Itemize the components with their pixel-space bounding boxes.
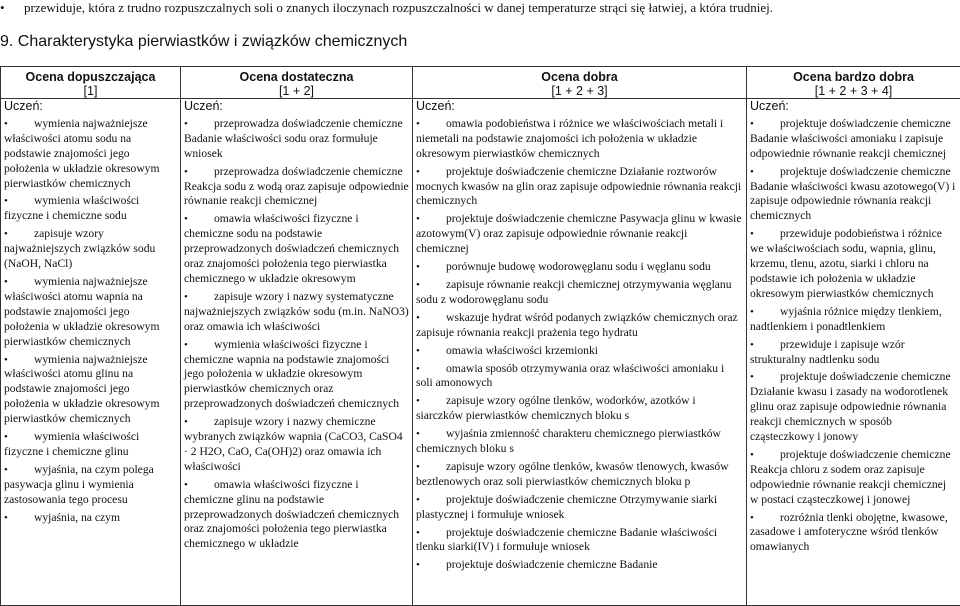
requirements-list [416, 117, 743, 573]
requirement-item [750, 227, 957, 302]
requirements-list [4, 117, 177, 526]
bullet-icon: • [750, 371, 754, 384]
requirement-item [4, 463, 177, 508]
requirement-text: zapisuje wzory najważniejszych związków sodu (NaOH, NaCl) [4, 227, 156, 271]
requirement-text: zapisuje równanie reakcji chemicznej otrzymywania węglanu sodu z wodorowęglanu sodu [416, 277, 732, 306]
requirement-item [184, 165, 409, 210]
bullet-icon: • [184, 416, 188, 429]
requirement-text: projektuje doświadczenie chemiczne Badanie właściwości amoniaku i zapisuje odpowiednie równanie reakcji chemicznej [750, 116, 951, 160]
bullet-icon: • [416, 559, 420, 572]
requirement-text: projektuje doświadczenie chemiczne Reakcja chloru z sodem oraz zapisuje odpowiednie równanie reakcji chemicznej w postaci cząsteczkowej i jonowej [750, 447, 951, 506]
requirement-text: projektuje doświadczenie chemiczne Badanie właściwości kwasu azotowego(V) i zapisuje odpowiednie równania reakcji chemicznych [750, 164, 956, 223]
bullet-icon: • [416, 311, 420, 324]
uczen-label: Uczeń: [184, 99, 223, 113]
bullet-icon: • [4, 117, 8, 130]
bullet-icon: • [184, 165, 188, 178]
requirement-text: wyjaśnia, na czym [34, 510, 120, 524]
requirement-item [416, 526, 743, 556]
bullet-icon: • [750, 511, 754, 524]
header-grade-4 [747, 67, 960, 99]
column-grade-1 [1, 99, 181, 606]
bullet-icon: • [416, 261, 420, 274]
header-name: Ocena dopuszczająca [25, 70, 156, 84]
requirement-text: porównuje budowę wodorowęglanu sodu i węglanu sodu [446, 260, 711, 274]
uczen-label: Uczeń: [750, 99, 789, 113]
requirement-text: wymienia najważniejsze właściwości atomu sodu na podstawie znajomości jego położenia w układzie okresowym pierwiastków chemicznych [4, 116, 160, 190]
bullet-icon: • [416, 395, 420, 408]
bullet-icon: • [184, 478, 188, 491]
requirement-item [416, 493, 743, 523]
requirement-item [750, 338, 957, 368]
requirement-text: rozróżnia tlenki obojętne, kwasowe, zasadowe i amfoteryczne wśród tlenków omawianych [750, 510, 948, 554]
requirement-item [4, 511, 177, 526]
requirements-table [0, 66, 960, 606]
requirement-text: wymienia właściwości fizyczne i chemiczne glinu [4, 430, 140, 458]
requirement-item [184, 117, 409, 162]
requirement-text: wyjaśnia, na czym polega pasywacja glinu i wymienia zastosowania tego procesu [4, 462, 154, 506]
requirement-item [184, 478, 409, 553]
header-score: [1] [83, 84, 98, 98]
requirement-item [416, 311, 743, 341]
requirement-text: omawia sposób otrzymywania oraz właściwości amoniaku i soli amonowych [416, 361, 725, 390]
header-name: Ocena dostateczna [239, 70, 354, 84]
requirement-text: przewiduje podobieństwa i różnice we właściwościach sodu, wapnia, glinu, krzemu, tlenu, azotu, siarki i chloru na podstawie ich położenia w układzie okresowym pierwiastków chemicznych [750, 227, 942, 300]
bullet-icon: • [4, 511, 8, 524]
bullet-icon: • [4, 431, 8, 444]
requirement-item [750, 117, 957, 162]
requirement-text: projektuje doświadczenie chemiczne Działanie kwasu i zasady na wodorotlenek glinu oraz zapisuje odpowiednie równania reakcji chemicznych w sposób cząsteczkowy i jonowy [750, 370, 951, 444]
requirement-item [416, 558, 743, 573]
requirement-item [750, 370, 957, 445]
requirement-item [750, 165, 957, 225]
requirement-item [184, 415, 409, 475]
column-grade-2 [181, 99, 413, 606]
requirement-text: omawia właściwości fizyczne i chemiczne glinu na podstawie przeprowadzonych doświadczeń chemicznych oraz znajomości położenia tego pierwiastka chemicznego w układzie [184, 477, 400, 551]
requirement-item [750, 448, 957, 508]
bullet-icon: • [184, 213, 188, 226]
requirement-text: wyjaśnia różnice między tlenkiem, nadtlenkiem i ponadtlenkiem [750, 304, 942, 333]
header-grade-2 [181, 67, 413, 99]
requirement-item [184, 290, 409, 335]
bullet-icon: • [750, 448, 754, 461]
requirement-text: zapisuje wzory i nazwy systematyczne najważniejszych związków sodu (m.in. NaNO3) oraz omawia ich właściwości [184, 289, 409, 333]
requirement-item [4, 194, 177, 224]
bullet-icon: • [184, 117, 188, 130]
header-score: [1 + 2 + 3] [551, 84, 608, 98]
requirement-item [416, 212, 743, 257]
content-row [1, 99, 960, 606]
requirement-item [416, 460, 743, 490]
requirement-text: wyjaśnia zmienność charakteru chemicznego pierwiastków chemicznych bloku s [416, 427, 721, 456]
requirement-item [416, 165, 743, 210]
requirement-item [750, 305, 957, 335]
bullet-icon: • [416, 428, 420, 441]
requirement-text: zapisuje wzory i nazwy chemiczne wybranych związków wapnia (CaCO3, CaSO4 · 2 H2O, CaO, Ca(OH)2) oraz omawia ich właściwości [184, 415, 403, 473]
bullet-icon: • [416, 493, 420, 506]
bullet-icon: • [750, 338, 754, 351]
bullet-icon: • [416, 460, 420, 473]
bullet-icon: • [416, 278, 420, 291]
requirement-item [4, 275, 177, 350]
requirement-text: przeprowadza doświadczenie chemiczne Badanie właściwości sodu oraz formułuje wniosek [184, 116, 403, 160]
bullet-icon: • [4, 353, 8, 366]
requirement-text: wymienia właściwości fizyczne i chemiczne wapnia na podstawie znajomości jego położenia w układzie okresowym pierwiastków chemicznych oraz przeprowadzonych doświadczeń chemicznych [184, 337, 400, 411]
bullet-icon: • [4, 195, 8, 208]
bullet-icon: • [750, 228, 754, 241]
requirement-item [184, 338, 409, 413]
bullet-icon: • [416, 526, 420, 539]
header-row [1, 67, 960, 99]
requirements-list [184, 117, 409, 552]
section-title: 9. Charakterystyka pierwiastków i związków chemicznych [0, 33, 408, 50]
header-score: [1 + 2 + 3 + 4] [814, 84, 893, 98]
header-name: Ocena bardzo dobra [793, 70, 914, 84]
bullet-icon: • [4, 463, 8, 476]
previous-item-text: przewiduje, która z trudno rozpuszczalnych soli o znanych iloczynach rozpuszczalności w danej temperaturze strąci się łatwiej, a która trudniej. [24, 0, 773, 15]
requirement-text: projektuje doświadczenie chemiczne Badanie [446, 558, 658, 572]
bullet-icon: • [416, 165, 420, 178]
uczen-label: Uczeń: [4, 99, 43, 113]
bullet-icon: • [416, 344, 420, 357]
bullet-icon: • [416, 362, 420, 375]
requirement-text: przeprowadza doświadczenie chemiczne Reakcja sodu z wodą oraz zapisuje odpowiednie równanie reakcji chemicznej [184, 164, 409, 208]
requirement-item [4, 117, 177, 192]
bullet-icon: • [750, 165, 754, 178]
header-score: [1 + 2] [278, 84, 315, 98]
requirement-item [416, 260, 743, 275]
requirement-text: projektuje doświadczenie chemiczne Otrzymywanie siarki plastycznej i formułuje wniosek [416, 492, 718, 521]
requirement-text: wymienia najważniejsze właściwości atomu glinu na podstawie znajomości jego położenia w układzie okresowym pierwiastków chemicznych [4, 352, 160, 426]
bullet-icon: • [750, 117, 754, 130]
requirement-item [416, 427, 743, 457]
bullet-icon: • [4, 228, 8, 241]
column-grade-4 [747, 99, 960, 606]
requirement-item [416, 278, 743, 308]
requirement-text: wskazuje hydrat wśród podanych związków chemicznych oraz zapisuje równania reakcji prażenia tego hydratu [416, 310, 738, 339]
requirement-item [4, 430, 177, 460]
bullet-icon: • [416, 213, 420, 226]
column-grade-3 [413, 99, 747, 606]
requirement-text: omawia właściwości krzemionki [446, 343, 598, 357]
bullet-icon: • [750, 305, 754, 318]
requirement-text: wymienia właściwości fizyczne i chemiczne sodu [4, 194, 140, 223]
requirement-text: omawia podobieństwa i różnice we właściwościach metali i niemetali na podstawie znajomości ich położenia w układzie okresowym pierwiastków chemicznych [416, 116, 724, 160]
requirement-item [416, 394, 743, 424]
requirement-item [184, 212, 409, 287]
bullet-icon: • [184, 338, 188, 351]
header-grade-3 [413, 67, 747, 99]
requirements-list [750, 117, 957, 555]
header-name: Ocena dobra [541, 70, 618, 84]
requirement-text: zapisuje wzory ogólne tlenków, wodorków, azotków i siarczków pierwiastków chemicznych bloku s [416, 394, 696, 423]
bullet-icon: • [184, 290, 188, 303]
requirement-text: zapisuje wzory ogólne tlenków, kwasów tlenowych, kwasów beztlenowych oraz soli pierwiastków chemicznych bloku p [416, 459, 729, 488]
requirement-item [416, 362, 743, 392]
requirement-item [416, 344, 743, 359]
requirement-item [750, 511, 957, 556]
requirement-item [4, 227, 177, 272]
requirement-item [4, 353, 177, 428]
header-grade-1 [1, 67, 181, 99]
bullet-icon: • [416, 117, 420, 130]
bullet-icon: • [4, 275, 8, 288]
requirement-text: wymienia najważniejsze właściwości atomu wapnia na podstawie znajomości jego położenia w układzie okresowym pierwiastków chemicznych [4, 274, 160, 348]
bullet-icon: • [0, 0, 5, 15]
requirement-text: projektuje doświadczenie chemiczne Badanie właściwości tlenku siarki(IV) i formułuje wniosek [416, 525, 718, 554]
requirement-text: przewiduje i zapisuje wzór strukturalny nadtlenku sodu [750, 337, 905, 366]
requirement-text: omawia właściwości fizyczne i chemiczne sodu na podstawie przeprowadzonych doświadczeń chemicznych oraz znajomości położenia tego pierwiastka chemicznego w układzie okresowym [184, 212, 400, 285]
requirement-text: projektuje doświadczenie chemiczne Działanie roztworów mocnych kwasów na glin oraz zapisuje odpowiednie równania reakcji chemicznych [416, 164, 742, 208]
uczen-label: Uczeń: [416, 99, 455, 113]
requirement-item [416, 117, 743, 162]
requirement-text: projektuje doświadczenie chemiczne Pasywacja glinu w kwasie azotowym(V) oraz zapisuje odpowiednie równanie reakcji chemicznej [416, 212, 742, 256]
